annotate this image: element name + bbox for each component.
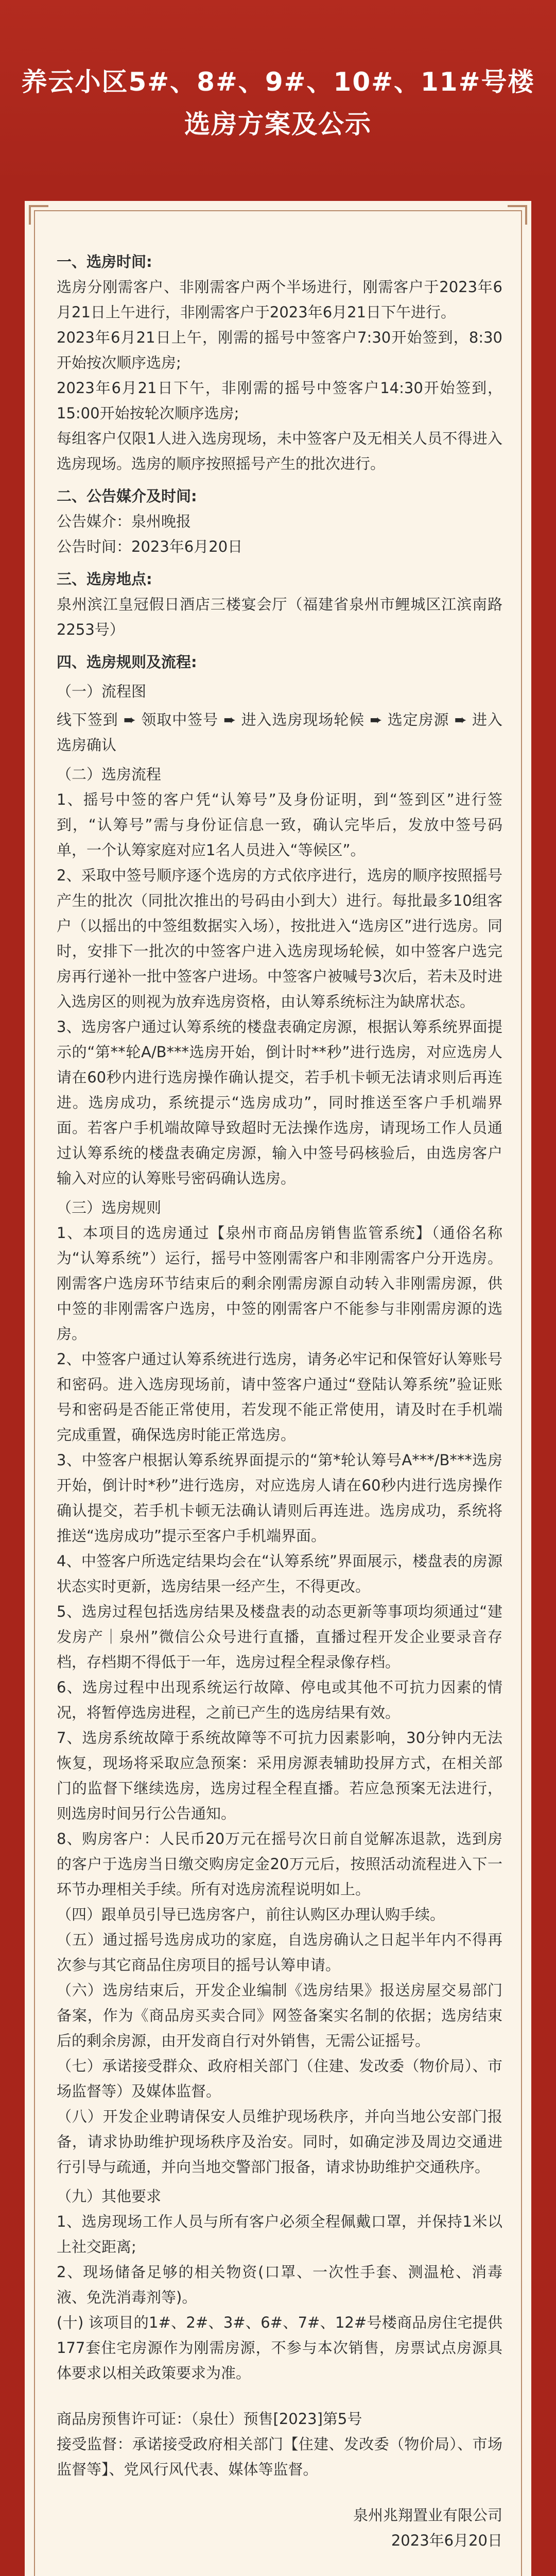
paragraph: 2、现场储备足够的相关物资(口罩、一次性手套、测温枪、消毒液、免洗消毒剂等)。 [57,2263,502,2306]
paragraph: 1、本项目的选房通过【泉州市商品房销售监管系统】（通俗名称为“认筹系统”）运行，摇号中签刚需客户和非刚需客户分开选房。刚需客户选房环节结束后的剩余刚需房源自动转入非刚需房源，供中签的非刚需客户选房，中签的刚需客户不能参与非刚需房源的选房。 [57,1224,502,1343]
announcement-date: 公告时间：2023年6月20日 [57,538,243,555]
paragraph: 1、摇号中签的客户凭“认筹号”及身份证明，到“签到区”进行签到，“认筹号”需与身份证信息一致，确认完毕后，发放中签号码单，一个认筹家庭对应1名人员进入“等候区”。 [57,791,502,859]
paragraph: 1、选房现场工作人员与所有客户必须全程佩戴口罩，并保持1米以上社交距离; [57,2213,502,2256]
paragraph: 4、中签客户所选定结果均会在“认筹系统”界面展示，楼盘表的房源状态实时更新，选房结果一经产生，不得更改。 [57,1552,502,1595]
presale-permit: 商品房预售许可证：（泉仕）预售[2023]第5号 [57,2410,362,2428]
section-heading: 四、选房规则及流程: [57,653,197,671]
announcement-paper [25,201,531,2576]
paragraph: 8、购房客户：人民币20万元在摇号次日前自觉解冻退款，选到房的客户于选房当日缴交购房定金20万元后，按照活动流程进入下一环节办理相关手续。所有对选房流程说明如上。 [57,1830,502,1898]
corner-ornament-icon [29,205,48,225]
page-title-line1: 养云小区5#、8#、9#、10#、11#号楼 [21,67,535,97]
flow-chart: 线下签到 ➨ 领取中签号 ➨ 进入选房现场轮候 ➨ 选定房源 ➨ 进入选房确认 [57,711,502,754]
paragraph: （八）开发企业聘请保安人员维护现场秩序，并向当地公安部门报备，请求协助维护现场秩序及治安。同时，如确定涉及周边交通进行引导与疏通，并向当地交警部门报备，请求协助维护交通秩序。 [57,2108,502,2176]
paragraph: 2、中签客户通过认筹系统进行选房，请务必牢记和保管好认筹账号和密码。进入选房现场前，请中签客户通过“登陆认筹系统”验证账号和密码是否能正常使用，若发现不能正常使用，请及时在手机端完成重置，确保选房时能正常选房。 [57,1350,502,1444]
paragraph: 3、选房客户通过认筹系统的楼盘表确定房源，根据认筹系统界面提示的“第**轮A/B***选房开始，倒计时**秒”进行选房，对应选房人请在60秒内进行选房操作确认提交，若手机卡顿无法请求则后再连进。选房成功，系统提示“选房成功”，同时推送至客户手机端界面。若客户手机端故障导致超时无法操作选房，请现场工作人员通过认筹系统的楼盘表确定房源，输入中签号码核验后，由选房客户输入对应的认筹账号密码确认选房。 [57,1018,502,1187]
announcement-body [57,242,502,2553]
paragraph: 3、中签客户根据认筹系统界面提示的“第*轮认筹号A***/B***选房开始，倒计时*秒”进行选房，对应选房人请在60秒内进行选房操作确认提交，若手机卡顿无法确认请则后再连进。选房成功，系统将推送“选房成功”提示至客户手机端界面。 [57,1451,502,1545]
subsection-heading: （二）选房流程 [57,766,162,783]
paragraph: （六）选房结束后，开发企业编制《选房结果》报送房屋交易部门备案，作为《商品房买卖合同》网签备案实名制的依据；选房结束后的剩余房源，由开发商自行对外销售，无需公证摇号。 [57,1981,502,2049]
paragraph: （七）承诺接受群众、政府相关部门（住建、发改委（物价局）、市场监督等）及媒体监督。 [57,2057,502,2100]
signature-date: 2023年6月20日 [391,2532,502,2549]
subsection-heading: （三）选房规则 [57,1199,162,1216]
paragraph: （四）跟单员引导已选房客户，前往认购区办理认购手续。 [57,1906,445,1923]
paragraph: （五）通过摇号选房成功的家庭，自选房确认之日起半年内不得再次参与其它商品住房项目的摇号认筹申请。 [57,1931,502,1974]
paragraph: 每组客户仅限1人进入选房现场，未中签客户及无相关人员不得进入选房现场。选房的顺序按照摇号产生的批次进行。 [57,430,502,472]
paragraph: 2、采取中签号顺序逐个选房的方式依序进行，选房的顺序按照摇号产生的批次（同批次推出的号码由小到大）进行。每批最多10组客户（以摇出的中签组数据实入场），按批进入“选房区”进行选房。同时，安排下一批次的中签客户进入选房现场轮候，如中签客户选完房再行递补一批中签客户进场。中签客户被喊号3次后，若未及时进入选房区的则视为放弃选房资格，由认筹系统标注为缺席状态。 [57,867,502,1010]
venue-address: 泉州滨江皇冠假日酒店三楼宴会厅（福建省泉州市鲤城区江滨南路2253号） [57,596,502,638]
paragraph: 6、选房过程中出现系统运行故障、停电或其他不可抗力因素的情况，将暂停选房进程，之前已产生的选房结果有效。 [57,1679,502,1721]
paragraph: 2023年6月21日下午，非刚需的摇号中签客户14:30开始签到，15:00开始按轮次顺序选房; [57,379,502,422]
page-title [0,61,556,145]
signature-company: 泉州兆翔置业有限公司 [353,2506,502,2524]
subsection-heading: （一）流程图 [57,683,147,700]
section-heading: 三、选房地点: [57,570,152,588]
supervision-note: 接受监督：承诺接受政府相关部门【住建、发改委（物价局）、市场监督等】、党风行风代表、媒体等监督。 [57,2435,502,2478]
section-heading: 二、公告媒介及时间: [57,487,197,505]
paragraph: 2023年6月21日上午，刚需的摇号中签客户7:30开始签到，8:30开始按次顺序选房; [57,329,502,371]
paragraph: 5、选房过程包括选房结果及楼盘表的动态更新等事项均须通过“建发房产｜泉州”微信公众号进行直播，直播过程开发企业要录音存档，存档期不得低于一年，选房过程全程录像存档。 [57,1603,502,1671]
paragraph: (十) 该项目的1#、2#、3#、6#、7#、12#号楼商品房住宅提供177套住宅房源作为刚需房源，不参与本次销售，房票试点房源具体要求以相关政策要求为准。 [57,2314,502,2382]
page-title-line2: 选房方案及公示 [184,109,372,139]
subsection-heading: （九）其他要求 [57,2188,162,2205]
announcement-media: 公告媒介：泉州晚报 [57,513,192,530]
section-heading: 一、选房时间: [57,253,152,270]
corner-ornament-icon [508,205,527,225]
paragraph: 7、选房系统故障于系统故障等不可抗力因素影响，30分钟内无法恢复，现场将采取应急预案：采用房源表辅助投屏方式，在相关部门的监督下继续选房，选房过程全程直播。若应急预案无法进行，则选房时间另行公告通知。 [57,1729,502,1822]
paragraph: 选房分刚需客户、非刚需客户两个半场进行，刚需客户于2023年6月21日上午进行，非刚需客户于2023年6月21日下午进行。 [57,278,502,321]
